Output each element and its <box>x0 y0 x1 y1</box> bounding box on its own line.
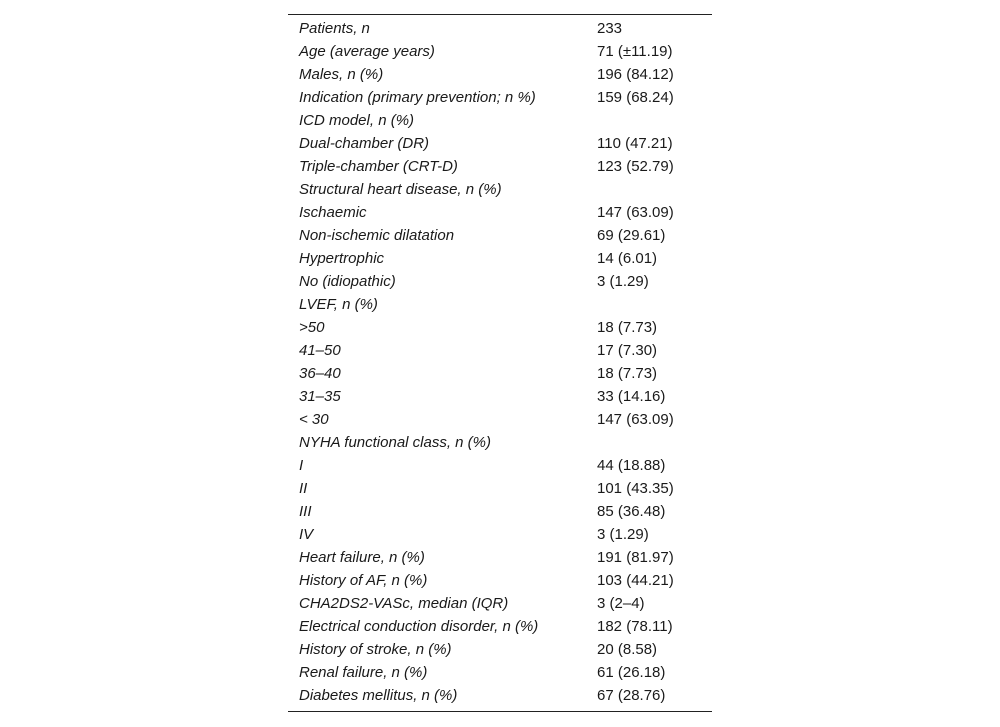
row-value: 61 (26.18) <box>597 664 666 681</box>
table-row <box>288 316 712 339</box>
row-value: 20 (8.58) <box>597 641 658 658</box>
row-value: 85 (36.48) <box>597 503 666 520</box>
row-value <box>597 178 712 201</box>
table-row <box>288 638 712 661</box>
row-value: 44 (18.88) <box>597 457 666 474</box>
row-label: 36–40 <box>299 365 341 382</box>
data-table <box>288 17 712 707</box>
row-value: 14 (6.01) <box>597 250 658 267</box>
row-label: IV <box>299 526 314 543</box>
table-row <box>288 523 712 546</box>
table-row <box>288 684 712 707</box>
table-row <box>288 17 712 40</box>
row-label: 41–50 <box>299 342 341 359</box>
table-row <box>288 546 712 569</box>
row-label: Dual-chamber (DR) <box>299 135 430 152</box>
row-label: Renal failure, n (%) <box>299 664 428 681</box>
row-label: Males, n (%) <box>299 66 384 83</box>
row-value: 69 (29.61) <box>597 227 666 244</box>
row-label: Diabetes mellitus, n (%) <box>299 687 458 704</box>
row-label: 31–35 <box>299 388 341 405</box>
table-row <box>288 155 712 178</box>
table-row <box>288 454 712 477</box>
table-row <box>288 247 712 270</box>
table-row <box>288 109 712 132</box>
row-label: < 30 <box>299 411 329 428</box>
row-label: Hypertrophic <box>299 250 385 267</box>
table-row <box>288 224 712 247</box>
table-row <box>288 178 712 201</box>
row-value: 147 (63.09) <box>597 204 674 221</box>
row-value: 18 (7.73) <box>597 365 658 382</box>
table-row <box>288 592 712 615</box>
row-value <box>597 109 712 132</box>
table-row <box>288 569 712 592</box>
table-row <box>288 431 712 454</box>
row-label: Triple-chamber (CRT-D) <box>299 158 458 175</box>
row-label: History of AF, n (%) <box>299 572 428 589</box>
row-label: ICD model, n (%) <box>299 112 415 129</box>
row-value: 71 (±11.19) <box>597 43 673 60</box>
row-label: >50 <box>299 319 325 336</box>
row-label: NYHA functional class, n (%) <box>299 434 492 451</box>
row-label: CHA2DS2-VASc, median (IQR) <box>299 595 509 612</box>
table-row <box>288 40 712 63</box>
table-body <box>288 17 712 707</box>
row-value <box>597 293 712 316</box>
row-label: Structural heart disease, n (%) <box>299 181 502 198</box>
row-value: 3 (1.29) <box>597 273 649 290</box>
row-value: 67 (28.76) <box>597 687 666 704</box>
row-value: 147 (63.09) <box>597 411 674 428</box>
row-label: No (idiopathic) <box>299 273 396 290</box>
table-row <box>288 385 712 408</box>
row-value: 196 (84.12) <box>597 66 674 83</box>
table-row <box>288 362 712 385</box>
row-value: 3 (2–4) <box>597 595 645 612</box>
table-row <box>288 477 712 500</box>
row-value: 159 (68.24) <box>597 89 674 106</box>
row-label: Heart failure, n (%) <box>299 549 425 566</box>
row-label: Indication (primary prevention; n %) <box>299 89 536 106</box>
row-value: 233 <box>597 20 623 37</box>
table-row <box>288 86 712 109</box>
row-value: 191 (81.97) <box>597 549 674 566</box>
row-label: Patients, n <box>299 20 370 37</box>
table-row <box>288 293 712 316</box>
row-label: History of stroke, n (%) <box>299 641 452 658</box>
row-label: Electrical conduction disorder, n (%) <box>299 618 539 635</box>
row-label: Age (average years) <box>299 43 435 60</box>
row-value <box>597 431 712 454</box>
row-value: 17 (7.30) <box>597 342 658 359</box>
baseline-characteristics-table <box>288 14 712 712</box>
table-row <box>288 500 712 523</box>
table-row <box>288 63 712 86</box>
row-label: Non-ischemic dilatation <box>299 227 455 244</box>
row-value: 182 (78.11) <box>597 618 673 635</box>
row-label: II <box>299 480 308 497</box>
row-value: 33 (14.16) <box>597 388 666 405</box>
table-row <box>288 270 712 293</box>
table-row <box>288 408 712 431</box>
row-value: 110 (47.21) <box>597 135 673 152</box>
table-row <box>288 201 712 224</box>
table-row <box>288 661 712 684</box>
row-value: 3 (1.29) <box>597 526 649 543</box>
table-row <box>288 339 712 362</box>
row-label: III <box>299 503 312 520</box>
table-row <box>288 615 712 638</box>
row-value: 103 (44.21) <box>597 572 674 589</box>
row-label: LVEF, n (%) <box>299 296 378 313</box>
row-value: 18 (7.73) <box>597 319 658 336</box>
row-value: 101 (43.35) <box>597 480 674 497</box>
row-label: Ischaemic <box>299 204 367 221</box>
table-row <box>288 132 712 155</box>
row-label: I <box>299 457 304 474</box>
row-value: 123 (52.79) <box>597 158 674 175</box>
